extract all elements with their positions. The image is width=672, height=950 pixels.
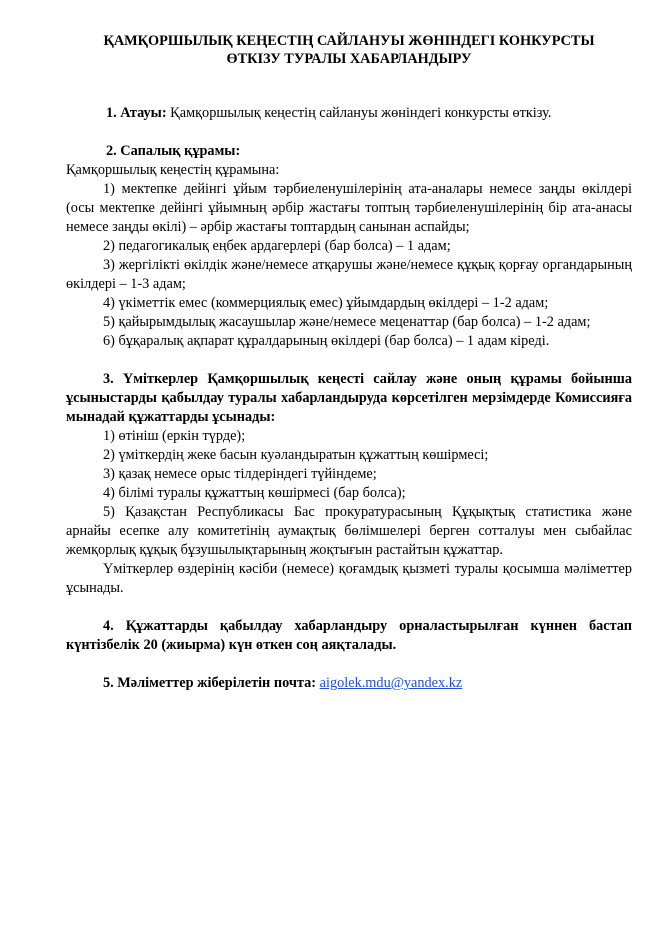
section-2-item: 5) қайырымдылық жасаушылар және/немесе меценаттар (бар болса) – 1-2 адам; — [103, 314, 591, 330]
section-5 — [66, 674, 632, 693]
section-1-heading: 1. Атауы: — [106, 105, 167, 121]
title-line-1: ҚАМҚОРШЫЛЫҚ КЕҢЕСТІҢ САЙЛАНУЫ ЖӨНІНДЕГІ КОНКУРСТЫ — [103, 33, 595, 49]
section-2-heading: 2. Сапалық құрамы: — [106, 143, 241, 159]
section-4: 4. Құжаттарды қабылдау хабарландыру орналастырылған күннен бастап күнтізбелік 20 (жиырма) күн өткен соң аяқталады. — [66, 618, 632, 653]
section-2-intro: Қамқоршылық кеңестің құрамына: — [66, 162, 280, 178]
section-3-item: 1) өтініш (еркін түрде); — [103, 428, 246, 444]
section-3-item: 2) үміткердің жеке басын куәландыратын құжаттың көшірмесі; — [103, 447, 489, 463]
section-3-note: Үміткерлер өздерінің кәсіби (немесе) қоғамдық қызметі туралы қосымша мәліметтер ұсынады. — [66, 561, 632, 596]
section-2-item: 3) жергілікті өкілдік және/немесе атқарушы және/немесе құқық қорғау органдарының өкілдері – 1-3 адам; — [66, 257, 632, 292]
section-3-item: 5) Қазақстан Республикасы Бас прокуратурасының Құқықтық статистика және арнайы есепке алу комитетінің аумақтық бөлімшелері берген сотталуы мен сыбайлас жемқорлық құқық бұзушылықтарының жоқтығын растайтын құжаттар. — [66, 504, 632, 558]
section-2-item: 2) педагогикалық еңбек ардагерлері (бар болса) – 1 адам; — [103, 238, 451, 254]
section-3-item: 3) қазақ немесе орыс тілдеріндегі түйіндеме; — [103, 466, 377, 482]
section-3-heading: 3. Үміткерлер Қамқоршылық кеңесті сайлау және оның құрамы бойынша ұсыныстарды қабылдау туралы хабарландыруда көрсетілген мерзімдерде Комиссияға мынадай құжаттарды ұсынады: — [66, 371, 632, 425]
section-2-item: 6) бұқаралық ақпарат құралдарының өкілдері (бар болса) – 1 адам кіреді. — [103, 333, 550, 349]
section-3-item: 4) білімі туралы құжаттың көшірмесі (бар болса); — [103, 485, 406, 501]
document-title — [66, 32, 632, 68]
title-line-2: ӨТКІЗУ ТУРАЛЫ ХАБАРЛАНДЫРУ — [226, 51, 472, 67]
section-2-item: 1) мектепке дейінгі ұйым тәрбиеленушілерінің ата-аналары немесе заңды өкілдері (осы мектепке дейінгі ұйымның әрбір жастағы топтың тәрбиеленушілерінің бір ата-анасы немесе заңды өкілі) – әрбір жастағы топтардың санынан аспайды; — [66, 181, 632, 235]
email-link[interactable]: aigolek.mdu@yandex.kz — [319, 675, 463, 691]
section-1-text: Қамқоршылық кеңестің сайлануы жөніндегі конкурсты өткізу. — [166, 105, 552, 121]
section-1 — [66, 104, 632, 123]
section-5-label: 5. Мәліметтер жіберілетін почта: — [103, 675, 317, 691]
section-2-item: 4) үкіметтік емес (коммерциялық емес) ұйымдардың өкілдері – 1-2 адам; — [103, 295, 549, 311]
